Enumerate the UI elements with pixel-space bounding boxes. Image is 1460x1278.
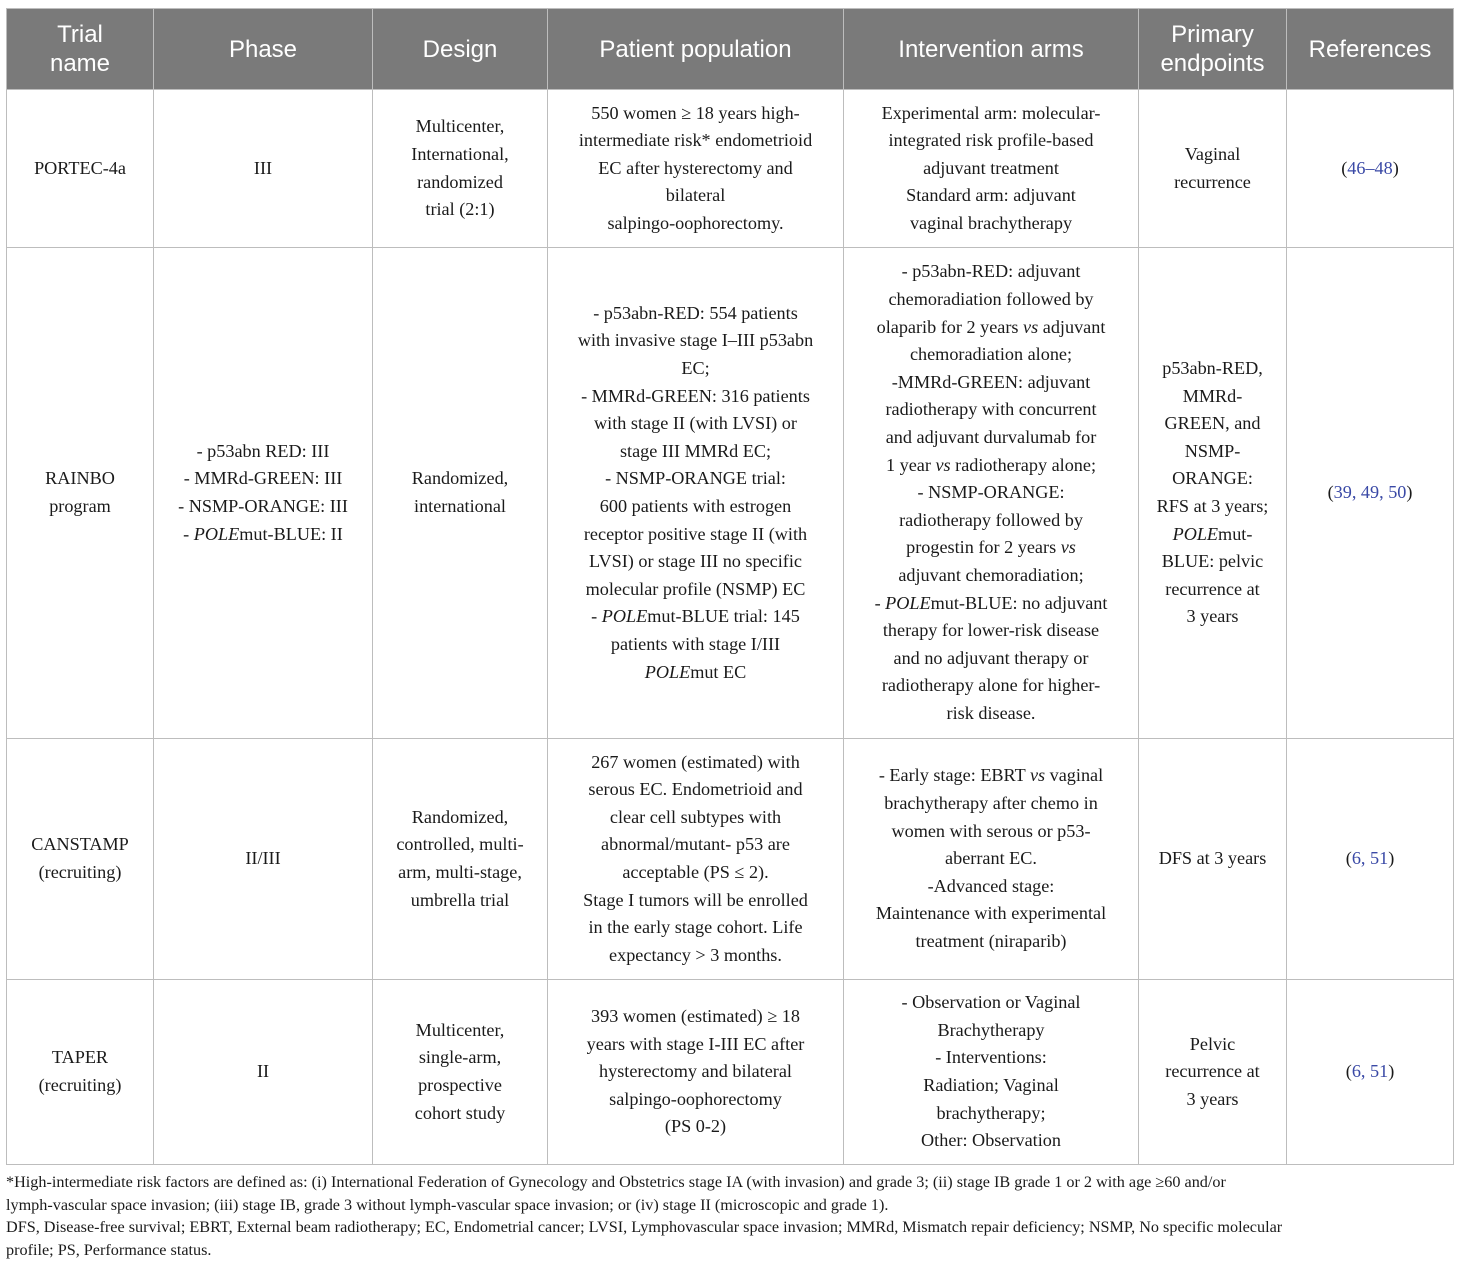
cell-line: International,	[411, 143, 509, 164]
cell-line: Stage I tumors will be enrolled	[583, 889, 808, 910]
header-patient-population: Patient population	[548, 9, 844, 90]
cell-line: - POLEmut-BLUE: no adjuvant	[874, 592, 1108, 613]
cell-line: Pelvic	[1189, 1033, 1236, 1054]
cell-line: - p53abn-RED: adjuvant	[901, 261, 1081, 282]
cell-line: EC after hysterectomy and	[598, 157, 793, 178]
cell-line: intermediate risk* endometrioid	[578, 130, 813, 151]
cell-line: Experimental arm: molecular-	[881, 102, 1101, 123]
cell-line: patients with stage I/III	[610, 633, 781, 654]
cell-line: with invasive stage I–III p53abn	[577, 330, 814, 351]
cell-line: recurrence	[1174, 171, 1251, 192]
cell-line: Brachytherapy	[937, 1019, 1045, 1040]
cell-line: DFS at 3 years	[1158, 848, 1267, 869]
cell-phase	[154, 980, 373, 1165]
header-references: References	[1287, 9, 1454, 90]
cell-trial-name	[7, 980, 154, 1165]
cell-line: (recruiting)	[38, 862, 122, 882]
cell-line: ORANGE:	[1172, 468, 1253, 489]
cell-patient-population	[548, 739, 844, 980]
reference-link[interactable]: 39, 49, 50	[1333, 482, 1407, 503]
cell-line: Randomized,	[411, 806, 509, 827]
cell-primary-endpoints	[1139, 739, 1287, 980]
footnote-line: DFS, Disease-free survival; EBRT, External beam radiotherapy; EC, Endometrial cancer; LVSI, Lymphovascular space invasion; MMRd, Mismatch repair deficiency; NSMP, No specific molecular	[6, 1218, 1283, 1236]
cell-line: molecular profile (NSMP) EC	[585, 578, 806, 599]
cell-design	[373, 980, 548, 1165]
cell-phase	[154, 248, 373, 739]
cell-design	[373, 739, 548, 980]
cell-line: cohort study	[414, 1102, 506, 1123]
reference-link[interactable]: 6, 51	[1351, 848, 1389, 869]
cell-line: BLUE: pelvic	[1161, 551, 1264, 572]
cell-line: stage III MMRd EC;	[619, 440, 772, 461]
cell-line: women with serous or p53-	[891, 820, 1091, 841]
cell-line: 3 years	[1186, 1088, 1239, 1109]
header-design: Design	[373, 9, 548, 90]
cell-line: vaginal brachytherapy	[909, 212, 1073, 233]
cell-line: radiotherapy alone for higher-	[881, 675, 1101, 696]
cell-line: salpingo-oophorectomy	[609, 1088, 782, 1109]
cell-line: brachytherapy after chemo in	[884, 793, 1098, 814]
cell-line: - NSMP-ORANGE:	[917, 482, 1065, 503]
cell-line: II	[256, 1061, 270, 1082]
cell-trial-name	[7, 739, 154, 980]
cell-line: adjuvant treatment	[923, 157, 1059, 178]
cell-line: years with stage I-III EC after	[586, 1033, 805, 1054]
cell-line: and adjuvant durvalumab for	[885, 427, 1097, 448]
cell-patient-population	[548, 980, 844, 1165]
cell-phase	[154, 90, 373, 248]
cell-line: (PS 0-2)	[664, 1116, 727, 1137]
footnote-line: lymph-vascular space invasion; (iii) stage IB, grade 3 without lymph-vascular space invasion; or (iv) stage II (microscopic and grade 1).	[6, 1195, 889, 1214]
header-primary-endpoints: Primary endpoints	[1139, 9, 1287, 90]
cell-line: - NSMP-ORANGE: III	[178, 496, 348, 516]
table-row	[7, 980, 1454, 1165]
cell-intervention-arms	[844, 980, 1139, 1165]
header-trial-name: Trial name	[7, 9, 154, 90]
cell-line: clear cell subtypes with	[609, 806, 782, 827]
cell-line: radiotherapy with concurrent	[885, 399, 1097, 420]
cell-line: Randomized,	[411, 468, 509, 489]
cell-line: - MMRd-GREEN: III	[183, 468, 343, 489]
header-phase: Phase	[154, 9, 373, 90]
cell-line: controlled, multi-	[396, 834, 524, 855]
cell-line: in the early stage cohort. Life	[588, 917, 803, 938]
cell-line: with stage II (with LVSI) or	[594, 413, 797, 434]
cell-line: risk disease.	[946, 702, 1036, 723]
cell-line: - POLEmut-BLUE: II	[183, 523, 343, 544]
cell-references: (6, 51)	[1287, 980, 1454, 1165]
cell-line: - MMRd-GREEN: 316 patients	[581, 385, 810, 406]
cell-line: PORTEC-4a	[34, 157, 126, 178]
cell-line: acceptable (PS ≤ 2).	[622, 862, 769, 882]
cell-line: II/III	[245, 848, 281, 869]
cell-line: adjuvant chemoradiation;	[898, 564, 1084, 585]
cell-line: 1 year vs radiotherapy alone;	[885, 454, 1097, 475]
cell-primary-endpoints	[1139, 248, 1287, 739]
cell-line: integrated risk profile-based	[888, 130, 1094, 151]
cell-line: arm, multi-stage,	[398, 862, 522, 882]
cell-patient-population	[548, 90, 844, 248]
cell-line: - p53abn RED: III	[196, 440, 330, 461]
cell-trial-name	[7, 248, 154, 739]
cell-line: 393 women (estimated) ≥ 18	[591, 1006, 800, 1027]
table-row	[7, 248, 1454, 739]
cell-line: Other: Observation	[921, 1130, 1061, 1151]
cell-line: treatment (niraparib)	[915, 930, 1067, 951]
table-page	[6, 8, 1453, 1259]
cell-line: hysterectomy and bilateral	[599, 1061, 792, 1082]
cell-references: (6, 51)	[1287, 739, 1454, 980]
footnote-line: *High-intermediate risk factors are defined as: (i) International Federation of Gynecology and Obstetrics stage IA (with invasion) and grade 3; (ii) stage IB grade 1 or 2 with age ≥60 and/or	[6, 1173, 1226, 1191]
cell-line: Standard arm: adjuvant	[906, 185, 1076, 206]
cell-line: international	[414, 496, 506, 516]
cell-line: bilateral	[665, 185, 726, 206]
cell-intervention-arms	[844, 248, 1139, 739]
cell-line: - Interventions:	[935, 1047, 1047, 1068]
cell-line: single-arm,	[418, 1047, 502, 1068]
cell-line: olaparib for 2 years vs adjuvant	[876, 316, 1106, 337]
reference-link[interactable]: 46–48	[1347, 157, 1393, 178]
cell-line: Multicenter,	[415, 1019, 505, 1040]
header-row	[7, 9, 1454, 90]
cell-line: 267 women (estimated) with	[591, 751, 800, 772]
cell-design	[373, 90, 548, 248]
cell-line: - Early stage: EBRT vs vaginal	[878, 765, 1104, 786]
cell-line: serous EC. Endometrioid and	[588, 779, 803, 800]
cell-line: (recruiting)	[38, 1075, 122, 1095]
cell-line: receptor positive stage II (with	[583, 523, 808, 544]
cell-line: POLEmut-	[1172, 523, 1253, 544]
cell-line: abnormal/mutant- p53 are	[601, 834, 790, 855]
cell-primary-endpoints	[1139, 90, 1287, 248]
cell-intervention-arms	[844, 739, 1139, 980]
table-row	[7, 90, 1454, 248]
cell-line: 550 women ≥ 18 years high-	[591, 102, 800, 123]
cell-line: brachytherapy;	[936, 1102, 1046, 1123]
cell-line: recurrence at	[1165, 578, 1260, 599]
cell-line: trial (2:1)	[425, 199, 495, 220]
cell-line: EC;	[681, 358, 710, 379]
reference-link[interactable]: 6, 51	[1351, 1061, 1389, 1082]
cell-line: 600 patients with estrogen	[599, 496, 792, 516]
cell-line: radiotherapy followed by	[899, 509, 1083, 530]
cell-line: chemoradiation followed by	[888, 289, 1094, 310]
cell-line: - Observation or Vaginal	[901, 992, 1081, 1013]
cell-line: and no adjuvant therapy or	[893, 647, 1089, 668]
cell-line: program	[49, 496, 111, 516]
cell-line: - NSMP-ORANGE trial:	[605, 468, 786, 489]
cell-line: NSMP-	[1184, 440, 1241, 461]
table-row	[7, 739, 1454, 980]
cell-line: - POLEmut-BLUE trial: 145	[591, 606, 800, 627]
cell-line: aberrant EC.	[945, 848, 1037, 869]
cell-line: Multicenter,	[415, 116, 505, 137]
footnote-line: profile; PS, Performance status.	[6, 1240, 212, 1259]
cell-line: CANSTAMP	[31, 834, 129, 855]
cell-line: Maintenance with experimental	[875, 903, 1107, 924]
cell-line: MMRd-	[1182, 385, 1243, 406]
cell-design	[373, 248, 548, 739]
cell-line: p53abn-RED,	[1162, 358, 1263, 379]
cell-line: -MMRd-GREEN: adjuvant	[891, 371, 1091, 392]
cell-line: POLEmut EC	[644, 661, 747, 682]
cell-line: Radiation; Vaginal	[923, 1075, 1059, 1095]
table-footnotes	[6, 1171, 1453, 1261]
cell-line: RFS at 3 years;	[1156, 496, 1269, 516]
cell-references: (39, 49, 50)	[1287, 248, 1454, 739]
cell-line: TAPER	[51, 1047, 109, 1068]
cell-line: GREEN, and	[1164, 413, 1261, 434]
cell-line: recurrence at	[1165, 1061, 1260, 1082]
cell-line: LVSI) or stage III no specific	[589, 551, 802, 572]
cell-line: randomized	[417, 171, 503, 192]
cell-phase	[154, 739, 373, 980]
cell-line: -Advanced stage:	[927, 875, 1055, 896]
header-intervention-arms: Intervention arms	[844, 9, 1139, 90]
cell-line: salpingo-oophorectomy.	[607, 212, 784, 233]
cell-line: chemoradiation alone;	[909, 344, 1073, 365]
cell-line: progestin for 2 years vs	[906, 537, 1076, 558]
trials-table	[6, 8, 1454, 1165]
cell-line: Vaginal	[1184, 143, 1241, 164]
cell-intervention-arms	[844, 90, 1139, 248]
cell-trial-name	[7, 90, 154, 248]
cell-line: - p53abn-RED: 554 patients	[593, 302, 798, 323]
cell-line: expectancy > 3 months.	[609, 944, 782, 965]
cell-references: (46–48)	[1287, 90, 1454, 248]
cell-line: III	[253, 157, 273, 178]
cell-primary-endpoints	[1139, 980, 1287, 1165]
cell-patient-population	[548, 248, 844, 739]
cell-line: umbrella trial	[410, 889, 510, 910]
cell-line: 3 years	[1186, 606, 1239, 627]
cell-line: RAINBO	[45, 468, 115, 489]
cell-line: prospective	[418, 1075, 502, 1095]
cell-line: therapy for lower-risk disease	[882, 620, 1100, 641]
